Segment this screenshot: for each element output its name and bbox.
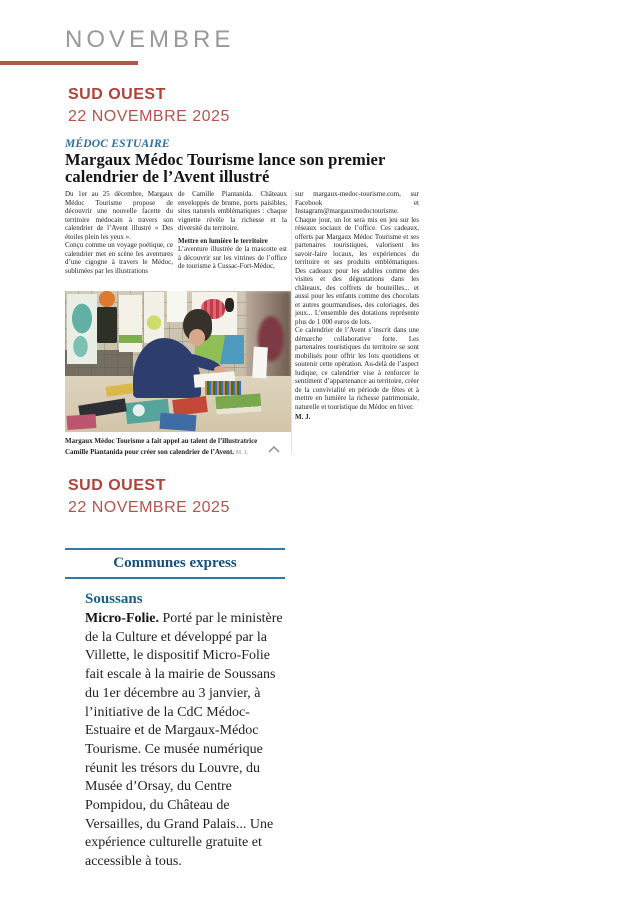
article-column-3: [295, 190, 419, 456]
brief-lead-in: Micro-Folie.: [85, 611, 159, 626]
source-label: SUD OUEST: [68, 477, 166, 494]
communes-express-title: Communes express: [113, 555, 237, 571]
article-paragraph: de Camille Piantanida. Châteaux enveloppés de brume, ports paisibles, sites naturels emblématiques : chaque vignette révèle la richesse et la diversité du territoire.: [178, 190, 287, 232]
article-column-1: [65, 190, 173, 290]
month-header: NOVEMBRE: [65, 26, 235, 53]
photo-green-book: [216, 394, 262, 415]
photo-crayon-box: [205, 381, 241, 395]
photo-pink-item: [67, 414, 97, 430]
photo-poster: [144, 292, 164, 343]
article-subhead: Mettre en lumière le territoire: [178, 236, 268, 245]
article-paragraph: L’aventure illustrée de la mascotte est à découvrir sur les vitrines de l’office de tourisme à Cussac-Fort-Médoc,: [178, 245, 287, 270]
article-paragraph: Chaque jour, un lot sera mis en jeu sur les réseaux sociaux de l’office. Ces cadeaux, offerts par Margaux Médoc Tourisme et ses partenaires touristiques, valorisent les savoir-faire locaux, les expériences du territoire et ses produits emblématiques. Des cadeaux pour les adultes comme des visites et des dégustations dans les châteaux, des coffrets de bouteilles... et aussi pour les enfants comme des chocolats et autres gourmandises, des coloriages, des jeux... L’ensemble des dotations représente plus de 1 000 euros de lots.: [295, 215, 419, 326]
article-column-2: [178, 190, 287, 290]
photo-poster: [119, 295, 142, 351]
photo-blue-item: [159, 412, 196, 430]
chevron-up-icon: [268, 445, 280, 453]
commune-name: Soussans: [85, 591, 143, 607]
photo-standing-card: [252, 347, 267, 379]
article-headline: Margaux Médoc Tourisme lance son premier calendrier de l’Avent illustré: [65, 150, 386, 186]
communes-express-header: [65, 548, 285, 579]
article-byline: M. J.: [295, 413, 311, 421]
article-paragraph: Du 1er au 25 décembre, Margaux Médoc Tourisme propose de découvrir une nouvelle facette du territoire médocain à travers son calendrier de l’Avent illustré « Des étoiles plein les yeux ».: [65, 190, 173, 241]
photo-poster-map: [67, 294, 96, 365]
source-label: SUD OUEST: [68, 86, 166, 103]
photo-cat-illustration: [225, 298, 234, 312]
clipping-date: 22 NOVEMBRE 2025: [68, 108, 230, 125]
brief-paragraph: [85, 610, 285, 872]
article-paragraph: Ce calendrier de l’Avent s’inscrit dans une démarche collaborative forte. Les partenaires touristiques du territoire se sont mobilisés pour offrir les lots quotidiens et soutenir cette opération. Au-delà de l’aspect ludique, ce calendrier vise à renforcer le sentiment d’appartenance au territoire, créer de la convivialité en période de fêtes et à mettre en lumière la richesse patrimoniale, naturelle et touristique du Médoc en hiver.: [295, 326, 419, 411]
accent-underline: [0, 61, 138, 65]
photo-dark-artwork: [97, 307, 117, 344]
article-kicker: MÉDOC ESTUAIRE: [65, 138, 170, 150]
article-paragraph: Conçu comme un voyage poétique, ce calendrier met en scène les aventures d’une cigogne à travers le Médoc, sublimées par les illustrations: [65, 241, 173, 275]
photo-caption-text: Margaux Médoc Tourisme a fait appel au talent de l’illustratrice Camille Piantanida pour créer son calendrier de l’Avent.: [65, 437, 258, 456]
photo-paper-lantern: [99, 291, 115, 307]
article-paragraph: sur margaux-medoc-tourisme.com, sur Facebook et Instagram@margauxmedoctourisme.: [295, 190, 419, 215]
collapse-clipping-button[interactable]: [266, 443, 282, 455]
photo-caption-credit: M. J.: [235, 449, 248, 456]
column-divider: [291, 190, 292, 454]
photo-caption: [65, 436, 280, 458]
article-photo: [65, 291, 291, 432]
clipping-date: 22 NOVEMBRE 2025: [68, 499, 230, 516]
brief-body-text: Porté par le ministère de la Culture et développé par la Villette, le dispositif Micro-Folie fait escale à la mairie de Soussans du 1er décembre au 3 janvier, à l’initiative de la CdC Médoc-Estuaire et de Margaux-Médoc Tourisme. Ce musée numérique réunit les trésors du Louvre, du Musée d’Orsay, du Centre Pompidou, du Château de Versailles, du Grand Palais... Une expérience culturelle gratuite et accessible à tous.: [85, 611, 283, 870]
photo-illustrator-face: [189, 329, 205, 346]
